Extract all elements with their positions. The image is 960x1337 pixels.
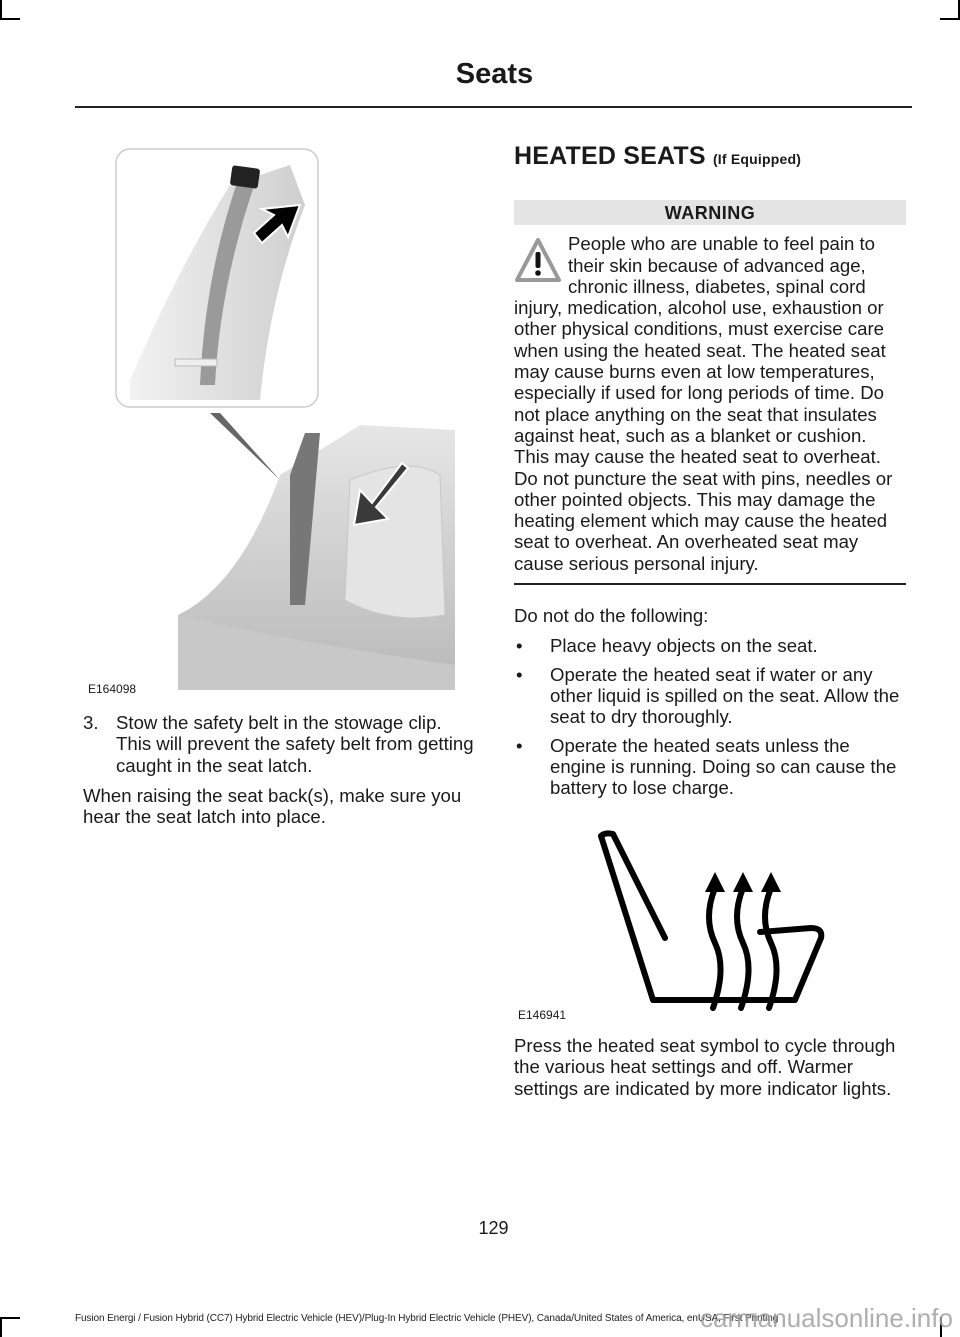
warning-title: WARNING bbox=[514, 200, 906, 225]
warning-triangle-icon bbox=[514, 236, 562, 284]
heated-seat-icon bbox=[595, 828, 827, 1016]
footer-text: Fusion Energi / Fusion Hybrid (CC7) Hybrid Electric Vehicle (HEV)/Plug-In Hybrid Electric Vehicle (PHEV), Canada/United States of America, enUSA, First Printing bbox=[75, 1313, 779, 1324]
seat-latch-paragraph: When raising the seat back(s), make sure you hear the seat latch into place. bbox=[83, 784, 462, 828]
right-column bbox=[514, 142, 906, 805]
list-item-text: Operate the heated seats unless the engine is running. Doing so can cause the battery to lose charge. bbox=[550, 734, 897, 799]
section-heading bbox=[514, 142, 906, 170]
page-title: Seats bbox=[455, 58, 534, 90]
crop-mark bbox=[0, 0, 2, 20]
bullet: • bbox=[516, 663, 523, 685]
heading-suffix: (If Equipped) bbox=[712, 151, 802, 167]
step-number: 3. bbox=[83, 712, 99, 733]
warning-body bbox=[514, 233, 906, 585]
list-item-text: Place heavy objects on the seat. bbox=[550, 635, 818, 657]
figure-id: E164098 bbox=[88, 682, 137, 696]
list-item bbox=[514, 735, 906, 799]
step-text: Stow the safety belt in the stowage clip. This will prevent the safety belt from getting caught in the seat latch. bbox=[116, 712, 474, 776]
header-divider bbox=[75, 106, 912, 108]
bullet: • bbox=[516, 734, 523, 756]
figure-id: E146941 bbox=[518, 1008, 567, 1022]
warning-text: People who are unable to feel pain to their skin because of advanced age, chronic illness, diabetes, spinal cord injury, medication, alcohol use, exhaustion or other physical conditions, must exercise care when using the heated seat. The heated seat may cause burns even at low temperatures, especially if used for long periods of time. Do not place anything on the seat that insulates against heat, such as a blanket or cushion. This may cause the heated seat to overheat. Do not puncture the seat with pins, needles or other pointed objects. This may damage the heating element which may cause the heated seat to overheat. An overheated seat may cause serious personal injury. bbox=[514, 233, 893, 574]
list-item bbox=[514, 635, 906, 656]
heated-seat-paragraph: Press the heated seat symbol to cycle through the various heat settings and off. Warmer settings are indicated by more indicator lights. bbox=[514, 1035, 896, 1099]
left-column bbox=[83, 712, 475, 836]
intro-text: Do not do the following: bbox=[514, 605, 709, 627]
crop-mark bbox=[0, 18, 20, 20]
crop-mark bbox=[0, 1317, 2, 1337]
page-header bbox=[75, 58, 912, 91]
seat-belt-stowage-illustration bbox=[110, 145, 460, 695]
watermark: carmanualsonline.info bbox=[700, 1303, 953, 1333]
list-item bbox=[514, 664, 906, 728]
page-number: 129 bbox=[478, 1218, 509, 1238]
step-3 bbox=[83, 712, 475, 785]
heading-text: HEATED SEATS bbox=[514, 142, 706, 170]
crop-mark bbox=[0, 1317, 20, 1319]
crop-mark bbox=[940, 18, 960, 20]
list-item-text: Operate the heated seat if water or any other liquid is spilled on the seat. Allow the seat to dry thoroughly. bbox=[550, 663, 900, 728]
bullet: • bbox=[516, 635, 523, 657]
